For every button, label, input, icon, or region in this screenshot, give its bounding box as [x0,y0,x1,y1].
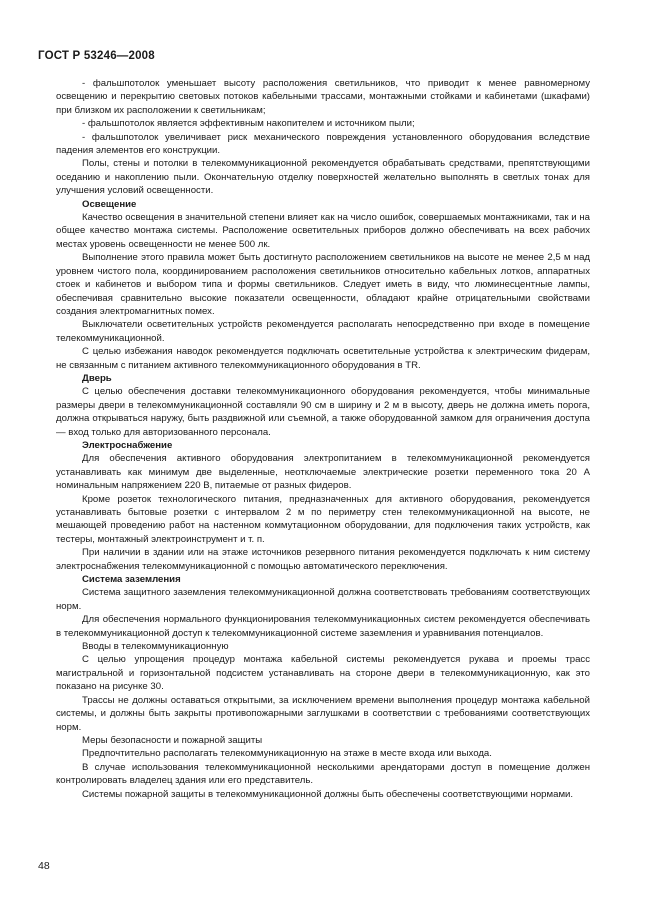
paragraph: Полы, стены и потолки в телекоммуникационной рекомендуется обрабатывать средствами, препятствующими оседанию и накоплению пыли. Окончательную отделку поверхностей желательно выполнять в светлых тонах для улучшения условий освещенности. [56,158,590,197]
section-heading: Электроснабжение [82,439,173,451]
paragraph: Для обеспечения нормального функционирования телекоммуникационных систем рекомендуется обеспечивать в телекоммуникационной доступ к телекоммуникационной системе заземления и уравнивания потенциалов. [56,614,590,639]
paragraph: С целью избежания наводок рекомендуется подключать осветительные устройства к электрическим фидерам, не связанным с питанием активного телекоммуникационного оборудования в TR. [56,346,590,371]
paragraph: - фальшпотолок увеличивает риск механического повреждения установленного оборудования вследствие падения элементов его конструкции. [56,131,590,157]
paragraph: Для обеспечения активного оборудования электропитанием в телекоммуникационной рекомендуется устанавливать как минимум две выделенные, неотключаемые электрические розетки переменного тока 20 А номинальным напряжением 220 В, питаемые от разных фидеров. [56,453,590,492]
paragraph: Система защитного заземления телекоммуникационной должна соответствовать требованиям соответствующих норм. [56,587,590,612]
paragraph: Качество освещения в значительной степени влияет как на число ошибок, совершаемых монтажниками, так и на общее качество монтажа системы. Расположение осветительных приборов должно обеспечивать на всех рабочих местах уровень освещенности не менее 500 лк. [56,212,590,250]
paragraph: С целью обеспечения доставки телекоммуникационного оборудования рекомендуется, чтобы минимальные размеры двери в телекоммуникационной составляли 90 см в ширину и 2 м в высоту, дверь не должна иметь порога, должна открываться наружу, быть раздвижной или съемной, а также оборудованной замком для ограничения доступа — вход только для авторизованного персонала. [56,386,590,438]
section-heading: Система заземления [82,574,181,586]
paragraph: - фальшпотолок является эффективным накопителем и источником пыли; [82,118,415,130]
paragraph: Системы пожарной защиты в телекоммуникационной должны быть обеспечены соответствующими нормами. [82,788,574,800]
section-heading: Освещение [82,198,137,210]
paragraph: Выключатели осветительных устройств рекомендуется располагать непосредственно при входе в помещение телекоммуникационной. [56,319,590,344]
paragraph: Выполнение этого правила может быть достигнуто расположением светильников на высоте не менее 2,5 м над уровнем чистого пола, координированием расположения светильников относительно кабельных лотков, аппаратных стоек и кабинетов и выбором типа и формы светильников. Следует иметь в виду, что люминесцентные лампы, обеспечивая сравнительно высокие показатели освещенности, обладают крайне отрицательными свойствами создания электромагнитных помех. [56,252,590,317]
document-body [56,77,590,801]
paragraph: Вводы в телекоммуникационную [82,641,229,653]
paragraph: При наличии в здании или на этаже источников резервного питания рекомендуется подключать к ним систему электроснабжения телекоммуникационной с помощью автоматического переключения. [56,547,590,572]
paragraph: Меры безопасности и пожарной защиты [82,734,263,746]
document-header: ГОСТ Р 53246—2008 [38,50,155,62]
paragraph: С целью упрощения процедур монтажа кабельной системы рекомендуется рукава и проемы трасс магистральной и горизонтальной подсистем устанавливать на стороне двери в телекоммуникационную, как это показано на рисунке 30. [56,654,590,693]
paragraph: Кроме розеток технологического питания, предназначенных для активного оборудования, рекомендуется устанавливать бытовые розетки с интервалом 2 м по периметру стен телекоммуникационной на высоте, не мешающей проведению работ на настенном коммутационном оборудовании, для подключения таких устройств, как тестеры, монтажный электроинструмент и т. п. [56,493,590,545]
section-heading: Дверь [82,372,112,384]
page-number: 48 [38,860,50,872]
paragraph: - фальшпотолок уменьшает высоту расположения светильников, что приводит к менее равномерному освещению и перекрытию световых потоков кабельными трассами, монтажными стойками и кабинетами (шкафами) при близком их расположении к светильникам; [56,78,590,116]
paragraph: В случае использования телекоммуникационной несколькими арендаторами доступ в помещение должен контролировать владелец здания или его представитель. [56,761,590,787]
paragraph: Трассы не должны оставаться открытыми, за исключением времени выполнения процедур монтажа кабельной системы, и должны быть закрыты противопожарными заглушками в соответствии с требованиями соответствующих норм. [56,694,590,733]
paragraph: Предпочтительно располагать телекоммуникационную на этаже в месте входа или выхода. [82,748,492,760]
